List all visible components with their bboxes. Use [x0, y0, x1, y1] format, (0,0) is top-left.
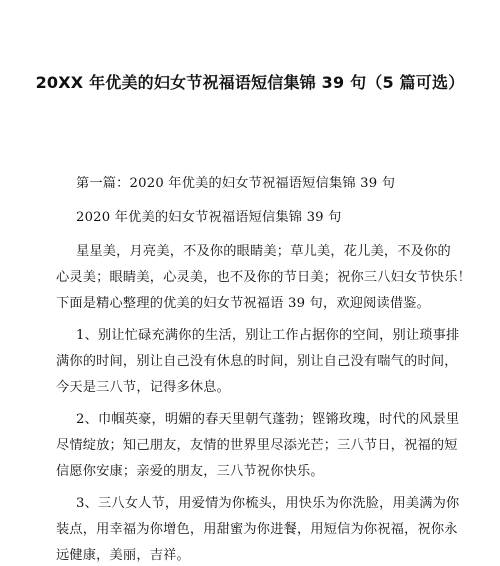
paragraph-line: 2、巾帼英豪，明媚的春天里朝气蓬勃；铿锵玫瑰，时代的风景里: [76, 412, 460, 427]
paragraph-line: 信愿你安康；亲爱的朋友，三八节祝你快乐。: [56, 464, 324, 479]
paragraph-line: 1、别让忙碌充满你的生活，别让工作占据你的空间，别让琐事排: [76, 328, 460, 343]
paragraph-line: 今天是三八节，记得多休息。: [56, 380, 231, 395]
section-heading: 第一篇：2020 年优美的妇女节祝福语短信集锦 39 句: [76, 176, 396, 191]
sub-heading: 2020 年优美的妇女节祝福语短信集锦 39 句: [76, 210, 342, 225]
paragraph-line: 星星美，月亮美，不及你的眼睛美；草儿美，花儿美，不及你的: [76, 244, 451, 259]
paragraph-line: 3、三八女人节，用爱情为你梳头，用快乐为你洗脸，用美满为你: [76, 496, 460, 511]
paragraph-line: 装点，用幸福为你增色，用甜蜜为你进餐，用短信为你祝福，祝你永: [56, 522, 458, 537]
paragraph-line: 尽情绽放；知己朋友，友情的世界里尽添光芒；三八节日，祝福的短: [56, 438, 458, 453]
paragraph-line: 心灵美；眼睛美，心灵美，也不及你的节日美；祝你三八妇女节快乐！: [56, 270, 472, 285]
document-title: 20XX 年优美的妇女节祝福语短信集锦 39 句（5 篇可选）: [35, 73, 465, 92]
paragraph-line: 远健康，美丽，吉祥。: [56, 548, 190, 563]
paragraph-line: 下面是精心整理的优美的妇女节祝福语 39 句，欢迎阅读借鉴。: [56, 296, 431, 311]
paragraph-line: 满你的时间，别让自己没有休息的时间，别让自己没有喘气的时间，: [56, 354, 458, 369]
